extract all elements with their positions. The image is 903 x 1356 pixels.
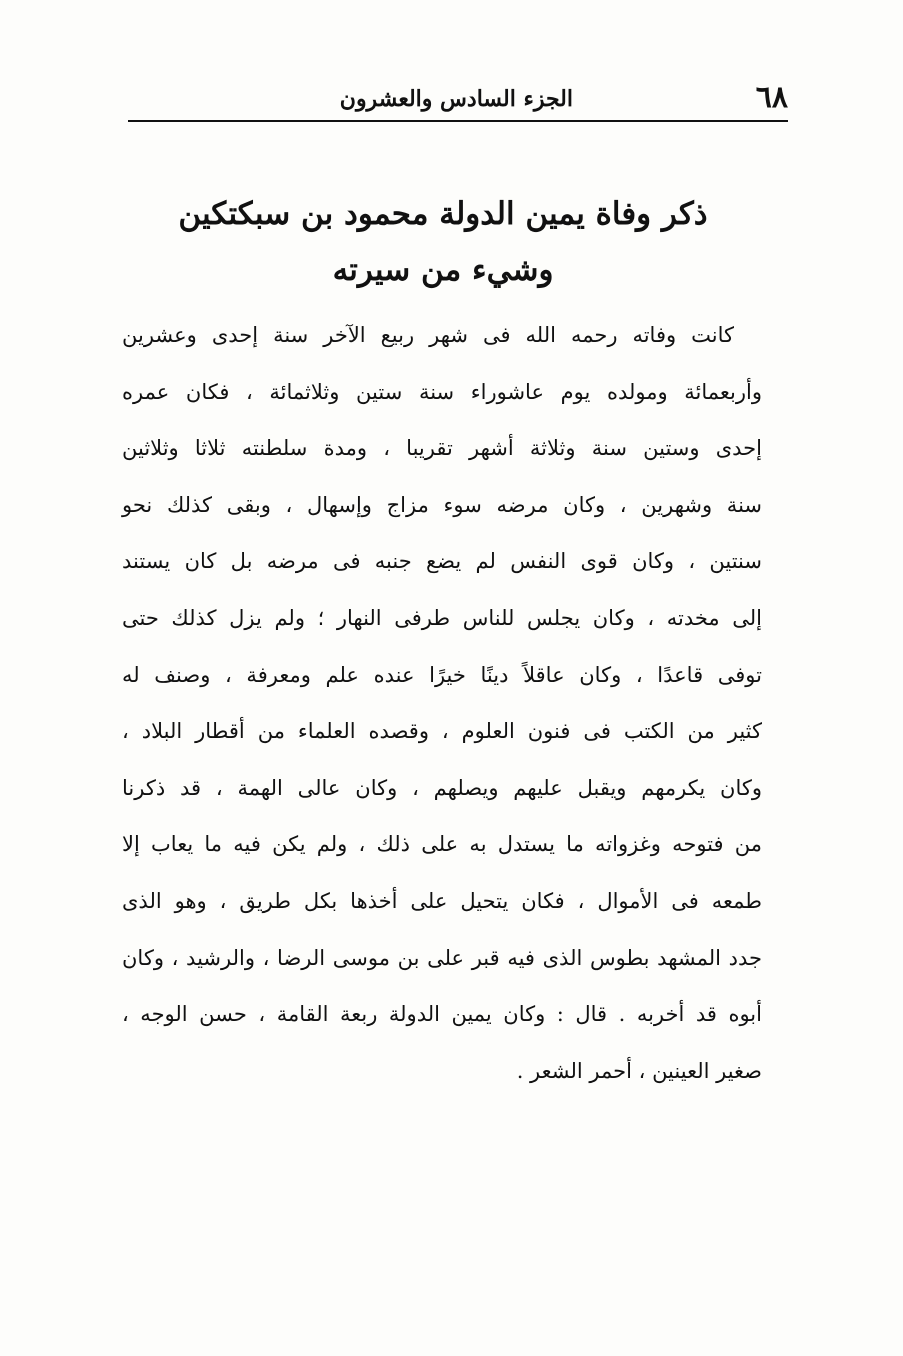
text-line: وكان يكرمهم ويقبل عليهم ويصلهم ، وكان عالى الهمة ، قد ذكرنا [122, 775, 762, 800]
body-text [122, 307, 762, 1099]
chapter-title [128, 186, 758, 298]
page-number: ٦٨ [755, 80, 788, 115]
chapter-title-line-1: ذكر وفاة يمين الدولة محمود بن سبكتكين [178, 196, 708, 232]
text-line: من فتوحه وغزواته ما يستدل به على ذلك ، ولم يكن فيه ما يعاب إلا [122, 832, 762, 857]
text-line: سنتين ، وكان قوى النفس لم يضع جنبه فى مرضه بل كان يستند [122, 549, 762, 574]
text-line: سنة وشهرين ، وكان مرضه سوء مزاج وإسهال ، وبقى كذلك نحو [122, 492, 762, 517]
text-line: إلى مخدته ، وكان يجلس للناس طرفى النهار ؛ ولم يزل كذلك حتى [122, 605, 762, 630]
text-line: كانت وفاته رحمه الله فى شهر ربيع الآخر سنة إحدى وعشرين [122, 323, 734, 347]
running-title: الجزء السادس والعشرون [339, 86, 573, 112]
text-line: توفى قاعدًا ، وكان عاقلاً دينًا خيرًا عنده علم ومعرفة ، وصنف له [122, 662, 762, 687]
header-rule [128, 120, 788, 122]
text-line: وأربعمائة ومولده يوم عاشوراء سنة ستين وثلاثمائة ، فكان عمره [122, 379, 762, 404]
running-head [128, 78, 788, 118]
text-line: طمعه فى الأموال ، فكان يتحيل على أخذها بكل طريق ، وهو الذى [122, 888, 762, 913]
chapter-title-line-2: وشيء من سيرته [332, 252, 554, 288]
text-line: إحدى وستين سنة وثلاثة أشهر تقريبا ، ومدة سلطنته ثلاثا وثلاثين [122, 436, 762, 461]
text-line: كثير من الكتب فى فنون العلوم ، وقصده العلماء من أقطار البلاد ، [122, 719, 762, 744]
text-line: صغير العينين ، أحمر الشعر . [516, 1058, 762, 1083]
text-line: أبوه قد أخربه . قال : وكان يمين الدولة ربعة القامة ، حسن الوجه ، [122, 1002, 762, 1027]
text-line: جدد المشهد بطوس الذى فيه قبر على بن موسى الرضا ، والرشيد ، وكان [122, 945, 762, 970]
